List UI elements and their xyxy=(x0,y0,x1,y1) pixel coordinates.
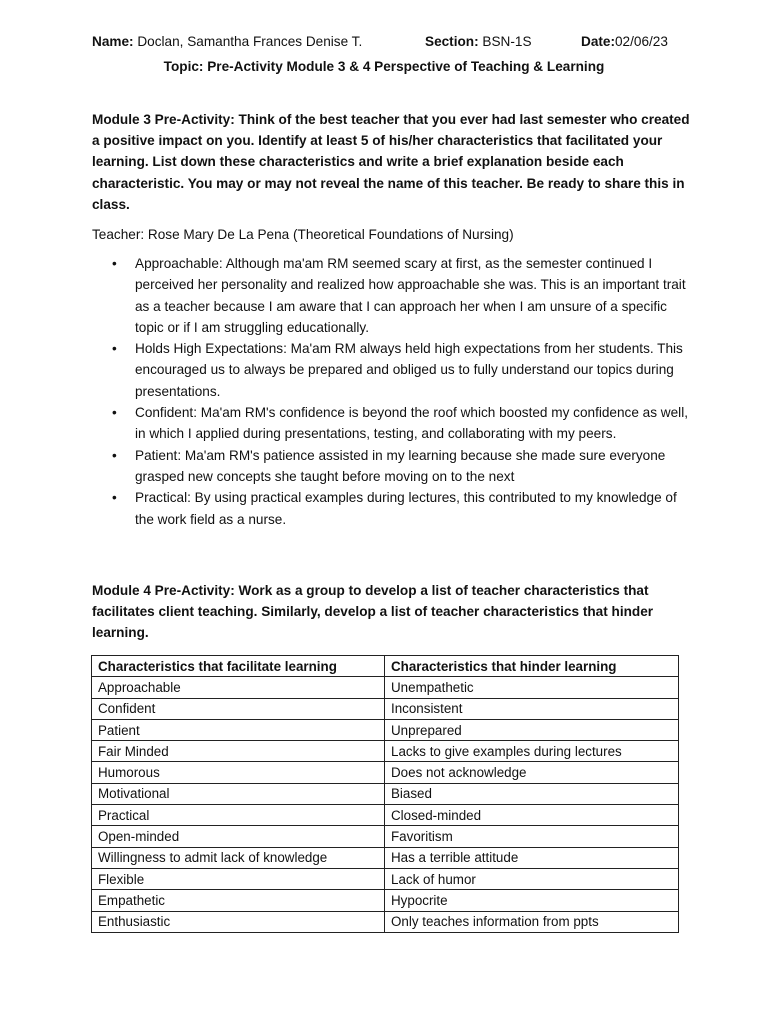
section-value: BSN-1S xyxy=(482,34,532,49)
facilitate-cell: Willingness to admit lack of knowledge xyxy=(92,847,385,868)
characteristics-list xyxy=(92,253,692,530)
name-label: Name: xyxy=(92,34,134,49)
date-value: 02/06/23 xyxy=(615,34,668,49)
hinder-cell: Lack of humor xyxy=(385,868,679,889)
facilitate-cell: Motivational xyxy=(92,783,385,804)
list-item-text: Approachable: Although ma'am RM seemed scary at first, as the semester continued I perceived her personality and realized how approachable she was. This is an important trait as a teacher because I am aware that I can approach her when I am unsure of a specific topic or if I am struggling educationally. xyxy=(135,256,686,335)
table-body xyxy=(92,677,679,933)
list-item xyxy=(92,402,692,445)
hinder-cell: Inconsistent xyxy=(385,698,679,719)
bullet-dot: • xyxy=(112,405,117,421)
table-row xyxy=(92,719,679,740)
date-field xyxy=(581,34,668,49)
header-facilitate: Characteristics that facilitate learning xyxy=(92,656,385,677)
table-header-row xyxy=(92,656,679,677)
facilitate-cell: Open-minded xyxy=(92,826,385,847)
facilitate-cell: Flexible xyxy=(92,868,385,889)
list-item-text: Practical: By using practical examples during lectures, this contributed to my knowledge of the work field as a nurse. xyxy=(135,490,677,527)
table-row xyxy=(92,911,679,932)
facilitate-cell: Humorous xyxy=(92,762,385,783)
bullet-dot: • xyxy=(112,447,117,463)
hinder-cell: Only teaches information from ppts xyxy=(385,911,679,932)
hinder-cell: Hypocrite xyxy=(385,890,679,911)
module4-prompt: Module 4 Pre-Activity: Work as a group to develop a list of teacher characteristics that facilitates client teaching. Similarly, develop a list of teacher characteristics that hinder learning. xyxy=(92,583,654,641)
facilitate-cell: Confident xyxy=(92,698,385,719)
facilitate-cell: Empathetic xyxy=(92,890,385,911)
hinder-cell: Favoritism xyxy=(385,826,679,847)
characteristics-table xyxy=(91,655,679,933)
hinder-cell: Does not acknowledge xyxy=(385,762,679,783)
table-row xyxy=(92,741,679,762)
table-row xyxy=(92,677,679,698)
facilitate-cell: Fair Minded xyxy=(92,741,385,762)
teacher-line: Teacher: Rose Mary De La Pena (Theoretical Foundations of Nursing) xyxy=(92,227,514,242)
table-row xyxy=(92,847,679,868)
hinder-cell: Unprepared xyxy=(385,719,679,740)
table-row xyxy=(92,783,679,804)
module3-prompt: Module 3 Pre-Activity: Think of the best teacher that you ever had last semester who created a positive impact on you. Identify at least 5 of his/her characteristics that facilitated your learning. List down these characteristics and write a brief explanation beside each characteristic. You may or may not reveal the name of this teacher. Be ready to share this in class. xyxy=(92,112,690,212)
section-label: Section: xyxy=(425,34,479,49)
name-field xyxy=(92,34,362,49)
table-row xyxy=(92,762,679,783)
list-item xyxy=(92,445,692,488)
header-hinder: Characteristics that hinder learning xyxy=(385,656,679,677)
list-item-text: Confident: Ma'am RM's confidence is beyond the roof which boosted my confidence as well, in which I applied during presentations, testing, and collaborating with my peers. xyxy=(135,405,689,442)
hinder-cell: Lacks to give examples during lectures xyxy=(385,741,679,762)
list-item xyxy=(92,338,692,402)
facilitate-cell: Practical xyxy=(92,805,385,826)
list-item-text: Patient: Ma'am RM's patience assisted in my learning because she made sure everyone grasped new concepts she taught before moving on to the next xyxy=(135,447,666,484)
hinder-cell: Has a terrible attitude xyxy=(385,847,679,868)
section-field xyxy=(425,34,532,49)
hinder-cell: Unempathetic xyxy=(385,677,679,698)
bullet-dot: • xyxy=(112,341,117,357)
bullet-dot: • xyxy=(112,256,117,271)
facilitate-cell: Approachable xyxy=(92,677,385,698)
list-item xyxy=(92,487,692,530)
table-row xyxy=(92,890,679,911)
date-label: Date: xyxy=(581,34,615,49)
list-item-text: Holds High Expectations: Ma'am RM always held high expectations from her students. This encouraged us to always be prepared and obliged us to fully understand our topics during presentations. xyxy=(135,341,683,399)
header xyxy=(92,34,688,54)
facilitate-cell: Enthusiastic xyxy=(92,911,385,932)
bullet-dot: • xyxy=(112,490,117,506)
topic-title: Topic: Pre-Activity Module 3 & 4 Perspective of Teaching & Learning xyxy=(163,59,605,74)
table-row xyxy=(92,826,679,847)
table-row xyxy=(92,698,679,719)
table-row xyxy=(92,805,679,826)
hinder-cell: Closed-minded xyxy=(385,805,679,826)
hinder-cell: Biased xyxy=(385,783,679,804)
list-item xyxy=(92,253,692,338)
name-value: Doclan, Samantha Frances Denise T. xyxy=(137,34,363,49)
table-row xyxy=(92,868,679,889)
facilitate-cell: Patient xyxy=(92,719,385,740)
